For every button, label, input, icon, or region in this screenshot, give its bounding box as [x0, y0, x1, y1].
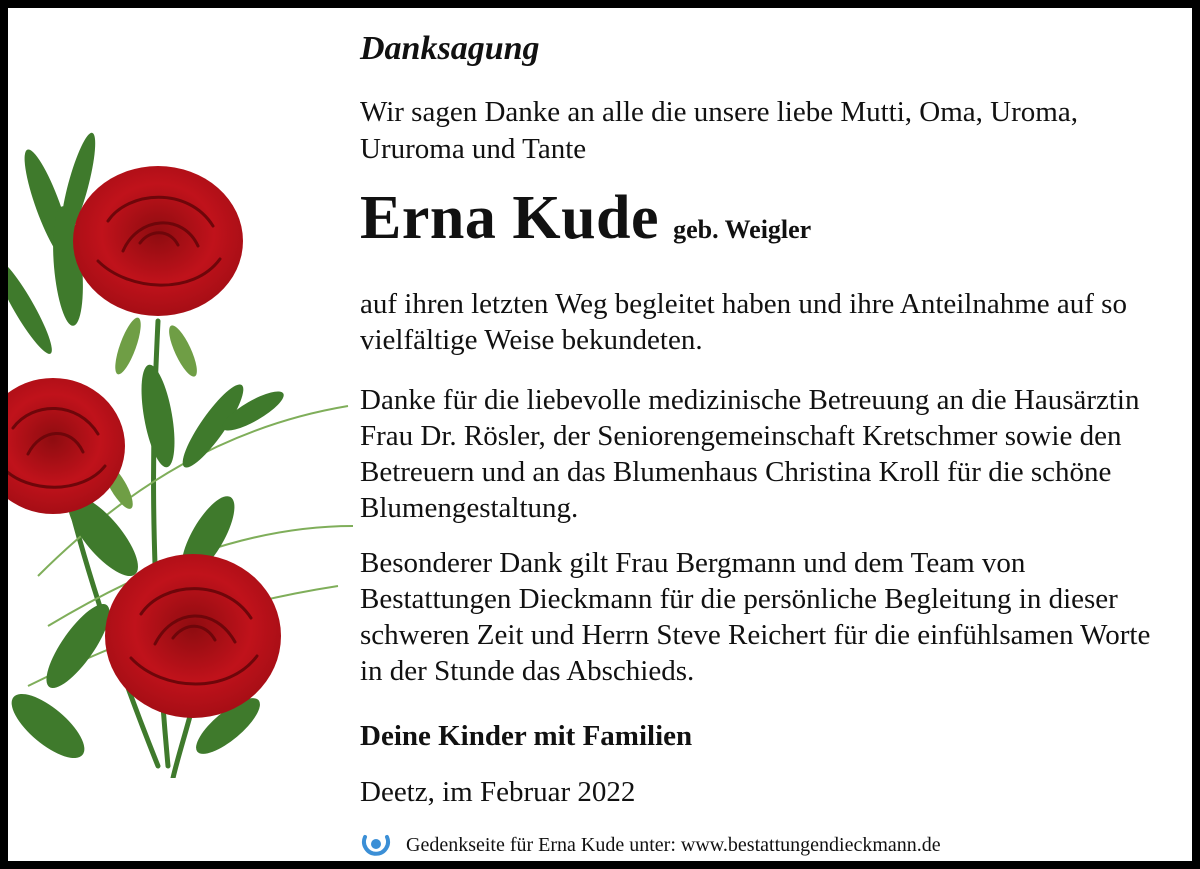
heading: Danksagung: [360, 30, 540, 67]
memorial-page-footer: [360, 830, 941, 860]
obituary-card: [8, 8, 1192, 861]
paragraph: Danke für die liebevolle medizinische Betreuung an die Hausärztin Frau Dr. Rösler, der Seniorengemeinschaft Kretschmer sowie den Betreuern und an das Blumenhaus Christina Kroll für die schöne Blumengestaltung.: [360, 384, 1140, 524]
memorial-logo-icon: [360, 829, 392, 861]
paragraph: Besonderer Dank gilt Frau Bergmann und dem Team von Bestattungen Dieckmann für die persönliche Begleitung in dieser schweren Zeit und Herrn Steve Reichert für die einfühlsamen Worte in der Stunde das Abschieds.: [360, 547, 1151, 687]
deceased-name-line: [360, 183, 811, 254]
intro-text: Wir sagen Danke an alle die unsere liebe Mutti, Oma, Uroma, Ururoma und Tante: [360, 96, 1078, 165]
red-roses-image: [8, 126, 358, 778]
signature: Deine Kinder mit Familien: [360, 720, 693, 752]
paragraph: auf ihren letzten Weg begleitet haben und ihre Anteilnahme auf so vielfältige Weise bekundeten.: [360, 288, 1127, 356]
maiden-name: geb. Weigler: [673, 215, 812, 244]
deceased-name: Erna Kude: [360, 184, 660, 252]
place-date: Deetz, im Februar 2022: [360, 776, 636, 808]
memorial-page-link[interactable]: Gedenkseite für Erna Kude unter: www.bestattungendieckmann.de: [406, 833, 941, 856]
